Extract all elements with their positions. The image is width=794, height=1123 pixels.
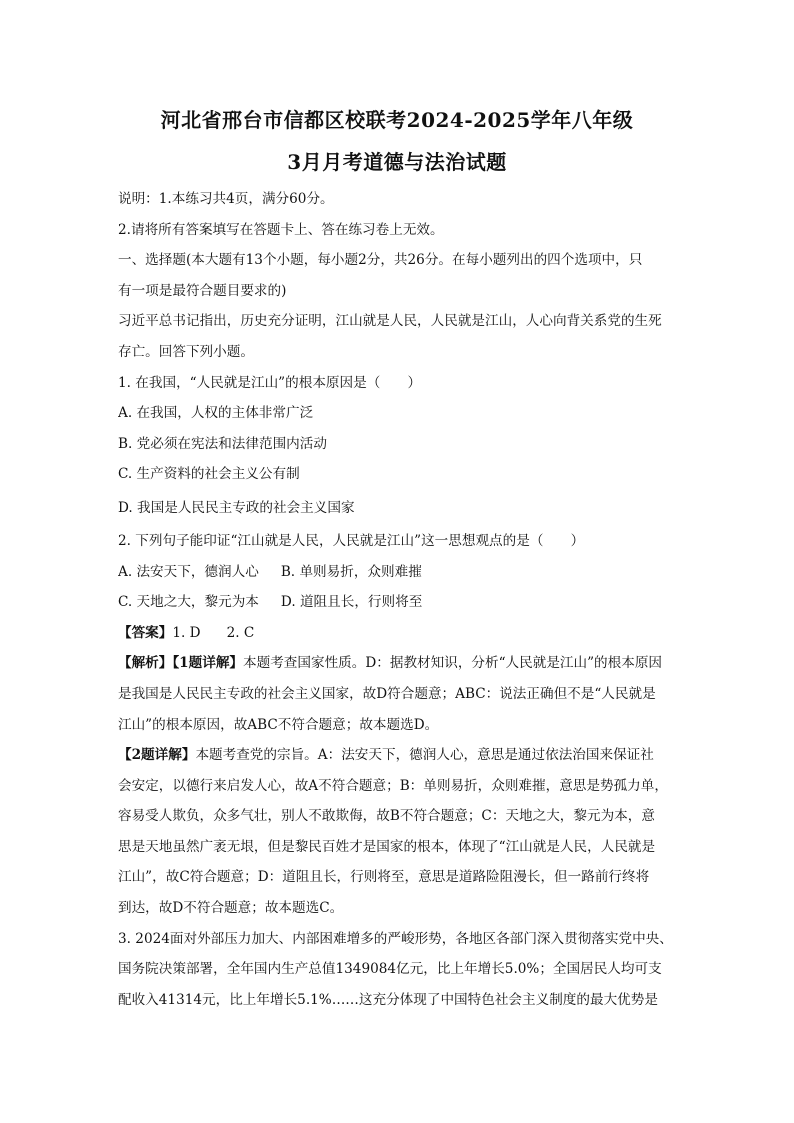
question-1-option-b: B. 党必须在宪法和法律范围内活动 xyxy=(118,435,327,452)
answer-1: 1. D xyxy=(172,624,201,641)
document-title-line1: 河北省邢台市信都区校联考2024-2025学年八年级 xyxy=(160,108,634,132)
section-heading-line-2: 有一项是最符合题目要求的) xyxy=(118,282,287,299)
instruction-line-1: 说明：1.本练习共4页，满分60分。 xyxy=(118,191,334,207)
section-heading-line-1: 一、选择题(本大题有13个小题，每小题2分，共26分。在每小题列出的四个选项中，只 xyxy=(118,252,643,269)
analysis-q2-line-4: 思是天地虽然广袤无垠，但是黎民百姓才是国家的根本，体现了“江山就是人民，人民就是 xyxy=(118,838,656,855)
question-2-stem: 2. 下列句子能印证“江山就是人民，人民就是江山”这一思想观点的是（ ） xyxy=(118,532,585,549)
analysis-q2-label: 【2题详解】 xyxy=(118,747,196,764)
answer-line xyxy=(118,618,680,649)
question-2-option-c: C. 天地之大，黎元为本 xyxy=(118,594,259,611)
answer-2: 2. C xyxy=(226,624,255,641)
question-2-options-row-1 xyxy=(118,557,680,588)
question-1-stem: 1. 在我国，“人民就是江山”的根本原因是（ ） xyxy=(118,374,422,391)
analysis-q2-text-1: 本题考查党的宗旨。A：法安天下，德润人心，意思是通过依法治国来保证社 xyxy=(195,747,654,764)
analysis-q2-line-6: 到达，故D不符合题意；故本题选C。 xyxy=(118,900,344,917)
answer-label: 【答案】 xyxy=(118,624,173,641)
material-line-2: 存亡。回答下列小题。 xyxy=(118,343,254,360)
analysis-q1-label: 【1题详解】 xyxy=(172,655,244,672)
analysis-q1-line-2: 是我国是人民民主专政的社会主义国家，故D符合题意；ABC：说法正确但不是“人民就是 xyxy=(118,685,656,702)
question-2-option-b: B. 单则易折，众则难摧 xyxy=(280,563,422,580)
analysis-q1-text-1: 本题考查国家性质。D：据教材知识，分析“人民就是江山”的根本原因 xyxy=(243,655,663,672)
analysis-q1-line-3: 江山”的根本原因，故ABC不符合题意；故本题选D。 xyxy=(118,716,439,733)
instruction-line-2: 2.请将所有答案填写在答题卡上、答在练习卷上无效。 xyxy=(118,221,444,238)
question-3-line-3: 配收入41314元，比上年增长5.1%……这充分体现了中国特色社会主义制度的最大优势是 xyxy=(118,991,658,1008)
material-line-1: 习近平总书记指出，历史充分证明，江山就是人民，人民就是江山，人心向背关系党的生死 xyxy=(118,313,662,330)
analysis-q2-line-3: 容易受人欺负，众多气壮，别人不敢欺侮，故B不符合题意；C：天地之大，黎元为本，意 xyxy=(118,808,655,825)
analysis-label: 【解析】 xyxy=(118,655,173,672)
analysis-q2-line-2: 会安定，以德行来启发人心，故A不符合题意；B：单则易折，众则难摧，意思是势孤力单， xyxy=(118,777,668,794)
question-2-option-d: D. 道阻且长，行则将至 xyxy=(280,594,423,611)
question-3-line-1: 3. 2024面对外部压力加大、内部困难增多的严峻形势，各地区各部门深入贯彻落实党中央、 xyxy=(118,930,673,947)
question-3-line-2: 国务院决策部署，全年国内生产总值1349084亿元，比上年增长5.0%；全国居民人均可支 xyxy=(118,961,662,978)
question-1-option-c: C. 生产资料的社会主义公有制 xyxy=(118,466,300,483)
question-1-option-d: D. 我国是人民民主专政的社会主义国家 xyxy=(118,499,355,516)
question-2-options-row-2 xyxy=(118,587,680,618)
analysis-q1-line-1 xyxy=(118,648,680,679)
analysis-q2-line-1 xyxy=(118,740,680,771)
document-body xyxy=(118,184,680,1015)
question-2-option-a: A. 法安天下，德润人心 xyxy=(118,563,259,580)
document-title-line2: 3月月考道德与法治试题 xyxy=(287,150,507,174)
analysis-q2-line-5: 江山”，故C符合题意；D：道阻且长，行则将至，意思是道路险阻漫长，但一路前行终将 xyxy=(118,869,650,886)
question-1-option-a: A. 在我国，人权的主体非常广泛 xyxy=(118,405,314,422)
